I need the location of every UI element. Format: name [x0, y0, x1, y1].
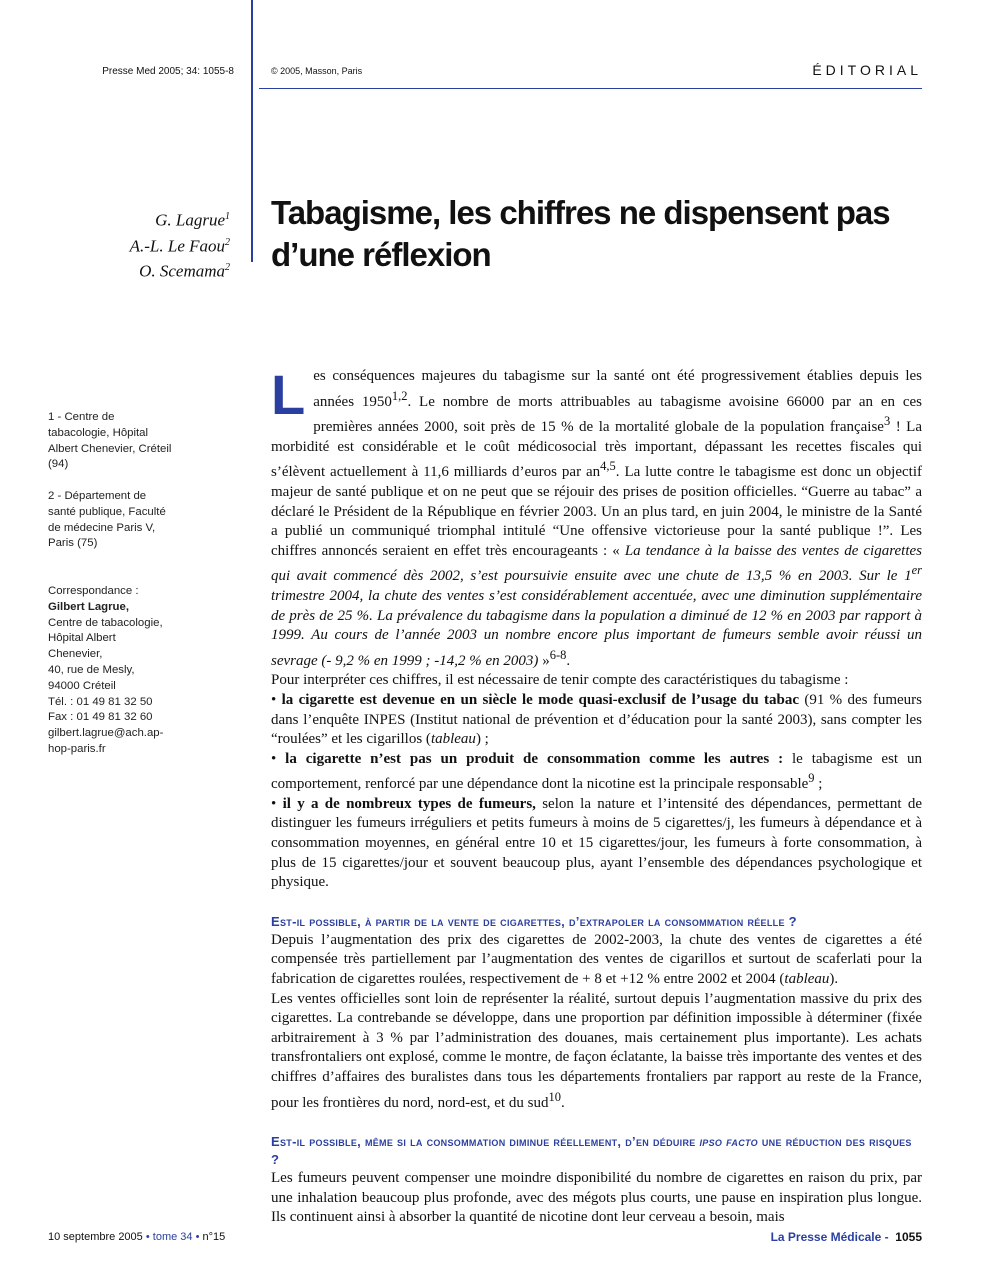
paragraph: Les ventes officielles sont loin de représenter la réalité, surtout depuis l’augmentation massive du prix des cigarettes. La contrebande se développe, dans une proportion par définition impossible à déterminer (fixée arbitrairement à 3 % par l’administration des douanes, mais certainement plus importante). Les achats transfrontaliers ont explosé, comme le montre, de façon éclatante, la baisse très importante des ventes et des chiffres d’affaires des buralistes dans tous les départements frontaliers par rapport au reste de la France, pour les frontières du nord, nord-est, et du sud$^{10}$.	[271, 990, 922, 1111]
journal-reference: Presse Med 2005; 34: 1055-8	[102, 66, 234, 77]
section-heading: Est-il possible, à partir de la vente de cigarettes, d’extrapoler la consommation réelle ?	[271, 913, 797, 929]
intro-paragraph: Les conséquences majeures du tabagisme sur la santé ont été progressivement établies depuis les années 1950$^{1,2}$. Le nombre de morts attribuables au tabagisme avoisine 66000 par an en ces premières années 2000, soit près de 15 % de la mortalité globale de la population française$^3$ ! La morbidité est considérable et le coût médicosocial très important, dépassant les recettes fiscales qui s’élèvent actuellement à 11,6 milliards d’euros par an$^{4,5}$. La lutte contre le tabagisme est donc un objectif majeur de santé publique et on ne peut que se réjouir des prises de position officielles. “Guerre au tabac” a déclaré le Président de la République en février 2003. Un an plus tard, en juin 2004, le ministre de la Santé a publié un communiqué triomphal intitulé “Une offensive victorieuse pour la santé publique !”. Les chiffres annoncés seraient en effet très encourageants : « La tendance à la baisse des ventes de cigarettes qui avait commencé dès 2002, s’est poursuivie ensuite avec une chute de 13,5 % en 2003. Sur le 1er trimestre 2004, la chute des ventes s’est considérablement accentuée, avec une diminution supplémentaire de près de 25 %. La prévalence du tabagisme dans la population a diminué de 12 % en 2003 par rapport à 1999. Au cours de l’année 2003 un nombre encore plus important de fumeurs semble avoir réussi un sevrage (- 9,2 % en 1999 ; -14,2 % en 2003) »$^{6-8}$.	[271, 363, 922, 669]
correspondence	[48, 584, 173, 758]
email-line: gilbert.lagrue@ach.ap-	[48, 727, 164, 740]
affiliation-1: 1 - Centre de tabacologie, Hôpital Albert Chenevier, Créteil (94)	[48, 411, 172, 471]
correspondence-label: Correspondance :	[48, 585, 139, 597]
address-line: Chenevier,	[48, 648, 103, 661]
page-number: 1055	[895, 1230, 922, 1244]
bullet-item: • la cigarette est devenue en un siècle le mode quasi-exclusif de l’usage du tabac (91 % des fumeurs dans l’enquête INPES (Institut national de prévention et d’éducation pour la santé 2003), sans compter les “roulées” et les cigarillos (tableau) ;	[271, 691, 923, 748]
section-label: ÉDITORIAL	[812, 62, 922, 78]
section-heading: Est-il possible, même si la consommation diminue réellement, d’en déduire ipso facto une réduction des risques ?	[271, 1134, 912, 1168]
affiliation-2: 2 - Département de santé publique, Faculté de médecine Paris V, Paris (75)	[48, 490, 166, 550]
paragraph: Les fumeurs peuvent compenser une moindre disponibilité du nombre de cigarettes en raison du prix, par une inhalation beaucoup plus profonde, avec des mégots plus courts, une pause en inspiration plus longue. Ils continuent ainsi à absorber la quantité de nicotine dont leur cerveau a besoin, mais	[271, 1170, 922, 1226]
fax: Fax : 01 49 81 32 60	[48, 711, 153, 724]
drop-cap: L	[271, 363, 306, 426]
correspondence-name: Gilbert Lagrue,	[48, 600, 130, 613]
author: A.-L. Le Faou$^2$	[129, 236, 230, 256]
article-title: Tabagisme, les chiffres ne dispensent pas d’une réflexion	[271, 194, 890, 273]
issue-info: 10 septembre 2005 • tome 34 • n°15	[48, 1231, 226, 1243]
authors	[60, 206, 230, 283]
vertical-rule	[251, 0, 253, 262]
quotation: La tendance à la baisse des ventes de cigarettes qui avait commencé dès 2002, s’est poursuivie ensuite avec une chute de 13,5 % en 2003. Sur le 1er trimestre 2004, la chute des ventes s’est considérablement accentuée, avec une diminution supplémentaire de près de 25 %. La prévalence du tabagisme dans la population a diminué de 12 % en 2003 par rapport à 1999. Au cours de l’année 2003 un nombre encore plus important de fumeurs semble avoir réussi un sevrage (- 9,2 % en 1999 ; -14,2 % en 2003)	[271, 542, 922, 669]
author: G. Lagrue$^1$	[155, 210, 230, 230]
address-line: Hôpital Albert	[48, 632, 116, 645]
email-line: hop-paris.fr	[48, 742, 106, 755]
bullet-item: • il y a de nombreux types de fumeurs, selon la nature et l’intensité des dépendances, permettant de distinguer les fumeurs irréguliers et petits fumeurs à moins de 5 cigarettes/j, les fumeurs à dépendance et à consommation moyennes, en général entre 10 et 15 cigarettes/jour, les fumeurs à forte consommation, à plus de 15 cigarettes/jour et souvent beaucoup plus, ayant l’ensemble des dépendances psychologique et physique.	[271, 795, 922, 891]
address-line: 94000 Créteil	[48, 679, 116, 692]
article-body	[271, 363, 923, 1228]
bullet-item: • la cigarette n’est pas un produit de consommation comme les autres : le tabagisme est un comportement, renforcé par une dépendance dont la nicotine est la principale responsable$^9$ ;	[271, 750, 922, 793]
journal-name: La Presse Médicale -	[770, 1230, 889, 1244]
address-line: Centre de tabacologie,	[48, 616, 163, 629]
copyright: © 2005, Masson, Paris	[271, 66, 363, 76]
author: O. Scemama$^2$	[139, 261, 230, 281]
paragraph: Pour interpréter ces chiffres, il est nécessaire de tenir compte des caractéristiques du tabagisme :	[271, 672, 849, 689]
paragraph: Depuis l’augmentation des prix des cigarettes de 2002-2003, la chute des ventes de cigarettes a été compensée très partiellement par l’augmentation des ventes de cigarillos et surtout de scaferlati pour la fabrication de cigarettes roulées, respectivement de + 8 et +12 % entre 2002 et 2004 (tableau).	[271, 931, 922, 988]
phone: Tél. : 01 49 81 32 50	[48, 695, 153, 708]
header-rule	[259, 88, 922, 89]
journal-footer	[771, 1230, 922, 1244]
address-line: 40, rue de Mesly,	[48, 663, 135, 676]
